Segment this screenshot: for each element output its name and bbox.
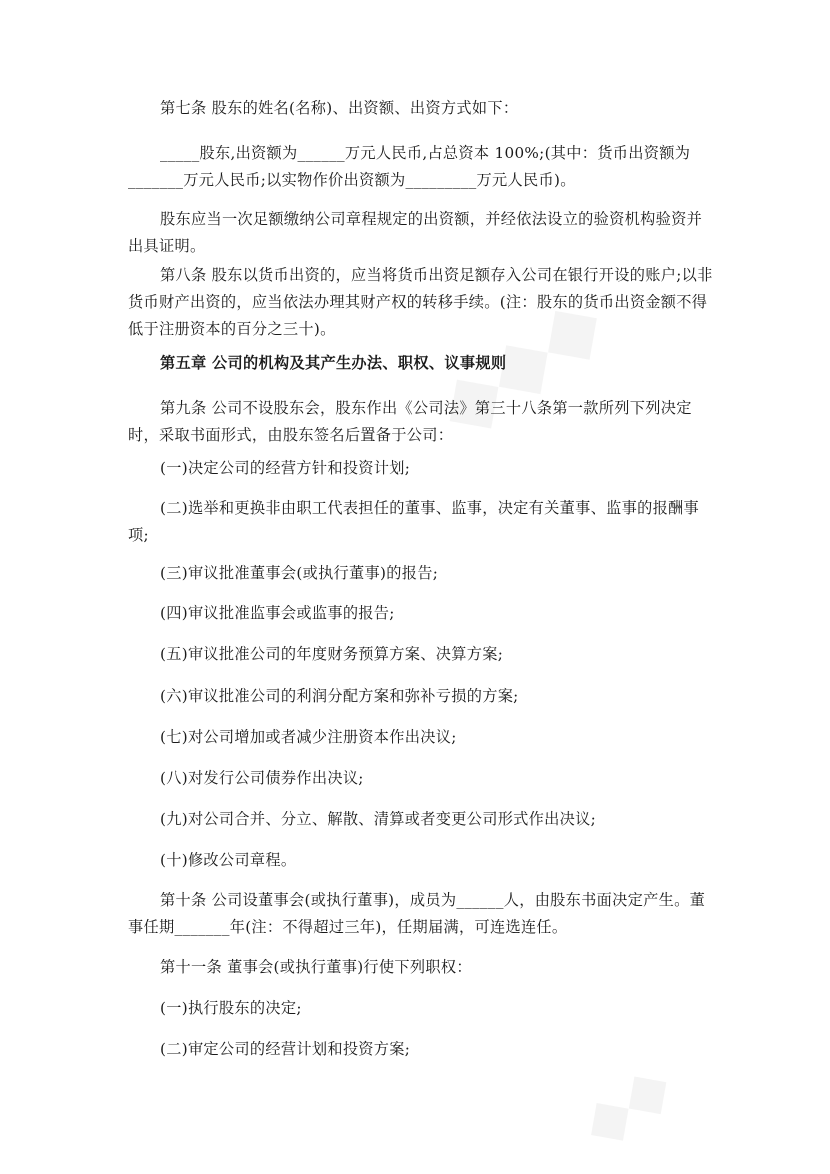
article-9-item-3: (三)审议批准董事会(或执行董事)的报告; bbox=[160, 564, 439, 582]
chapter-5-heading: 第五章 公司的机构及其产生办法、职权、议事规则 bbox=[160, 354, 507, 372]
article-9-item-2: (二)选举和更换非由职工代表担任的董事、监事，决定有关董事、监事的报酬事项; bbox=[128, 499, 700, 544]
article-9: 第九条 公司不设股东会，股东作出《公司法》第三十八条第一款所列下列决定时，采取书面形式，由股东签名后置备于公司： bbox=[128, 399, 692, 444]
article-9-item-1: (一)决定公司的经营方针和投资计划; bbox=[160, 459, 411, 477]
article-9-item-7: (七)对公司增加或者减少注册资本作出决议; bbox=[160, 728, 457, 746]
article-9-item-8: (八)对发行公司债券作出决议; bbox=[160, 769, 364, 787]
article-10: 第十条 公司设董事会(或执行董事)，成员为______人，由股东书面决定产生。董事任期_______年(注：不得超过三年)，任期届满，可连选连任。 bbox=[128, 891, 706, 936]
article-11-item-1: (一)执行股东的决定; bbox=[160, 999, 302, 1017]
article-7-shareholder-clause: _____股东,出资额为______万元人民币,占总资本 100%;(其中：货币出资额为_______万元人民币;以实物作价出资额为_________万元人民币)。 bbox=[128, 144, 691, 189]
article-8: 第八条 股东以货币出资的，应当将货币出资足额存入公司在银行开设的账户;以非货币财产出资的，应当依法办理其财产权的转移手续。(注：股东的货币出资金额不得低于注册资本的百分之三十)。 bbox=[128, 266, 713, 338]
article-9-item-10: (十)修改公司章程。 bbox=[160, 851, 297, 869]
article-11-title: 第十一条 董事会(或执行董事)行使下列职权： bbox=[160, 958, 472, 976]
article-9-item-5: (五)审议批准公司的年度财务预算方案、决算方案; bbox=[160, 645, 504, 663]
article-7-title: 第七条 股东的姓名(名称)、出资额、出资方式如下： bbox=[160, 99, 519, 117]
article-9-item-4: (四)审议批准监事会或监事的报告; bbox=[160, 604, 395, 622]
article-11-item-2: (二)审定公司的经营计划和投资方案; bbox=[160, 1040, 411, 1058]
article-9-item-6: (六)审议批准公司的利润分配方案和弥补亏损的方案; bbox=[160, 687, 519, 705]
article-9-item-9: (九)对公司合并、分立、解散、清算或者变更公司形式作出决议; bbox=[160, 810, 597, 828]
article-7-payment-clause: 股东应当一次足额缴纳公司章程规定的出资额，并经依法设立的验资机构验资并出具证明。 bbox=[128, 210, 703, 255]
